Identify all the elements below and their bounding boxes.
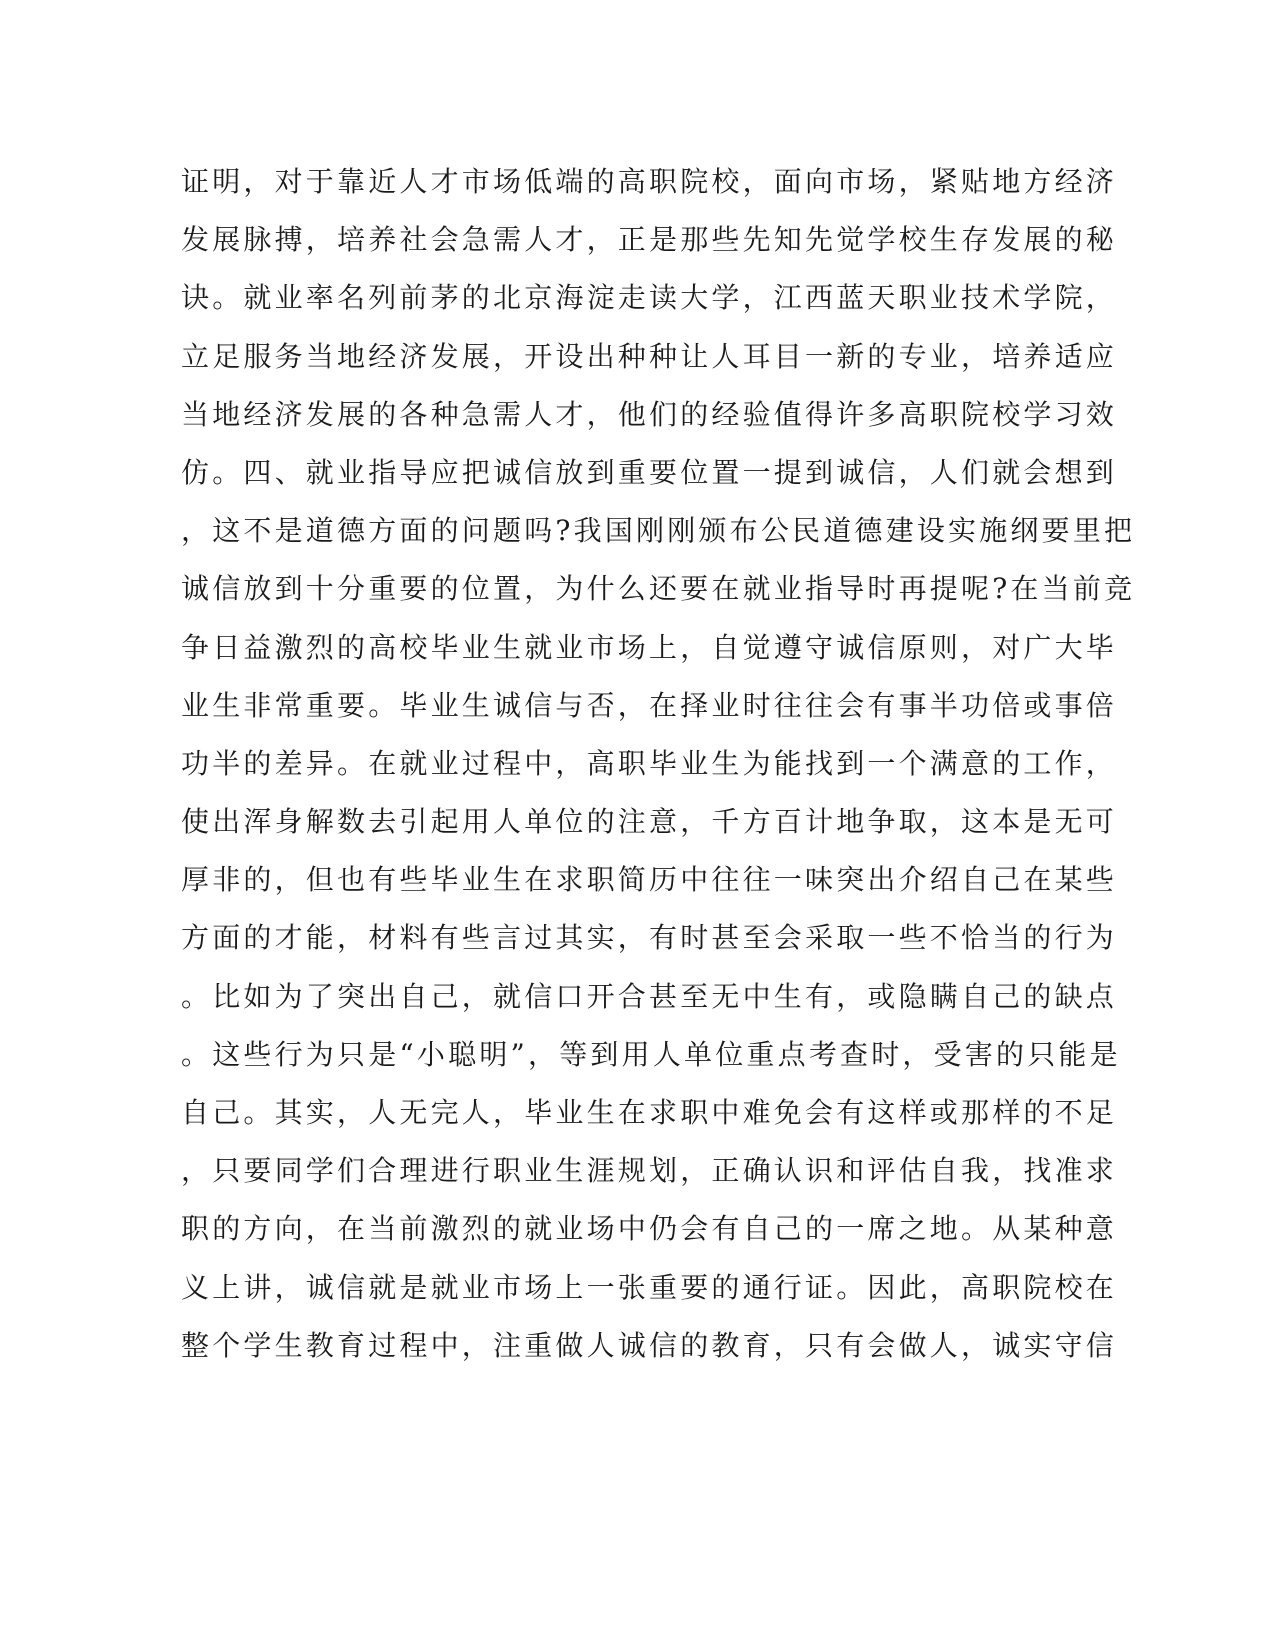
text-line: ，这不是道德方面的问题吗?我国刚刚颁布公民道德建设实施纲要里把 (181, 514, 1136, 548)
text-line: 自己。其实，人无完人，毕业生在求职中难免会有这样或那样的不足 (181, 1096, 1118, 1129)
text-line: 职的方向，在当前激烈的就业场中仍会有自己的一席之地。从某种意 (181, 1212, 1118, 1246)
text-line: 立足服务当地经济发展，开设出种种让人耳目一新的专业，培养适应 (181, 339, 1118, 373)
text-line: 。这些行为只是“小聪明”，等到用人单位重点考查时，受害的只能是 (181, 1037, 1121, 1071)
text-line: 整个学生教育过程中，注重做人诚信的教育，只有会做人，诚实守信 (181, 1328, 1118, 1362)
text-line: 方面的才能，材料有些言过其实，有时甚至会采取一些不恰当的行为 (181, 921, 1118, 955)
text-line: 发展脉搏，培养社会急需人才，正是那些先知先觉学校生存发展的秘 (181, 223, 1118, 257)
text-line: 义上讲，诚信就是就业市场上一张重要的通行证。因此，高职院校在 (181, 1270, 1118, 1304)
text-line: 功半的差异。在就业过程中，高职毕业生为能找到一个满意的工作， (181, 746, 1118, 780)
text-line: ，只要同学们合理进行职业生涯规划，正确认识和评估自我，找准求 (181, 1154, 1118, 1188)
text-line: 诀。就业率名列前茅的北京海淀走读大学，江西蓝天职业技术学院， (181, 281, 1118, 315)
body-text (181, 153, 1136, 1375)
text-line: 厚非的，但也有些毕业生在求职简历中往往一味突出介绍自己在某些 (181, 863, 1118, 897)
text-line: 诚信放到十分重要的位置，为什么还要在就业指导时再提呢?在当前竞 (181, 572, 1136, 606)
text-line: 当地经济发展的各种急需人才，他们的经验值得许多高职院校学习效 (181, 397, 1118, 431)
text-line: 业生非常重要。毕业生诚信与否，在择业时往往会有事半功倍或事倍 (181, 688, 1118, 722)
text-line: 争日益激烈的高校毕业生就业市场上，自觉遵守诚信原则，对广大毕 (181, 630, 1118, 664)
text-line: 仿。四、就业指导应把诚信放到重要位置一提到诚信，人们就会想到 (181, 455, 1118, 489)
text-line: 使出浑身解数去引起用人单位的注意，千方百计地争取，这本是无可 (181, 805, 1118, 839)
text-line: 证明，对于靠近人才市场低端的高职院校，面向市场，紧贴地方经济 (181, 165, 1118, 198)
text-line: 。比如为了突出自己，就信口开合甚至无中生有，或隐瞒自己的缺点 (181, 979, 1118, 1013)
